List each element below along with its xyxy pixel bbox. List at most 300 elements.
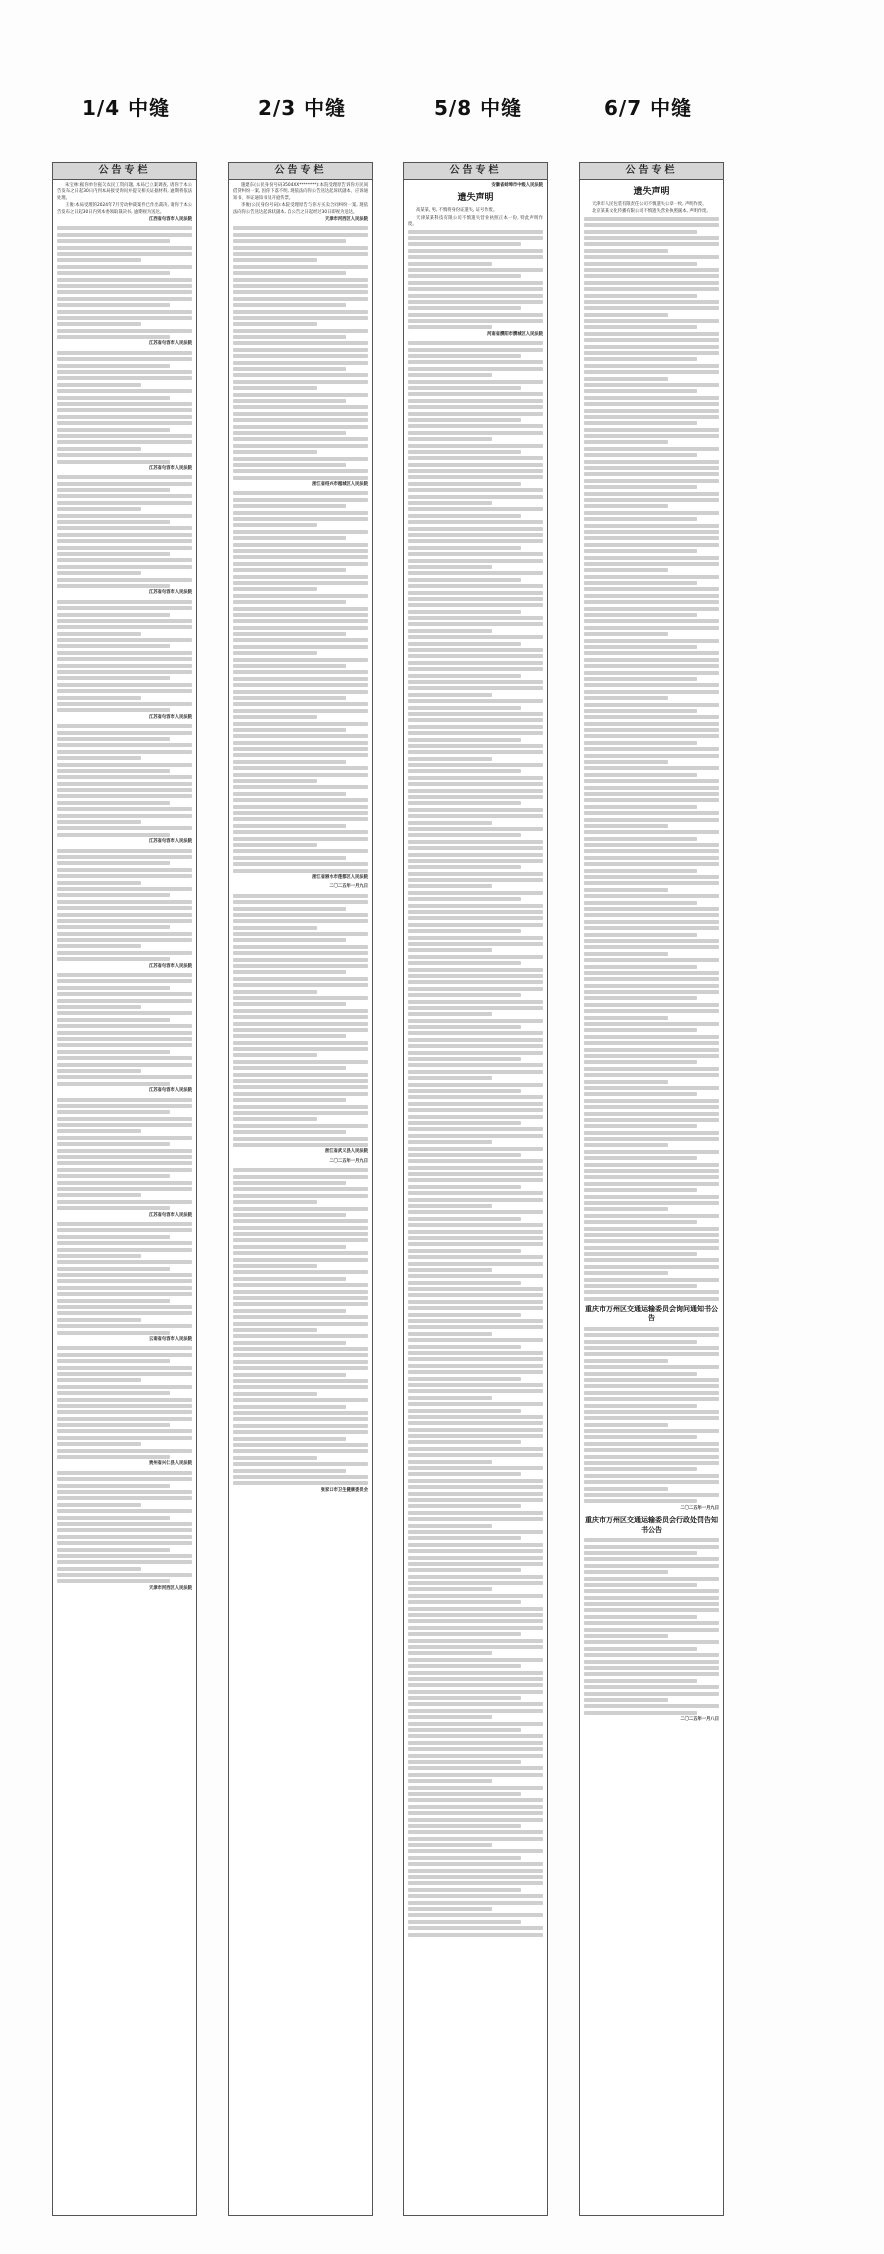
notice-text-line — [233, 964, 368, 968]
notice-text-line — [584, 933, 697, 937]
notice-column-4 — [579, 162, 724, 2216]
notice-text-line — [57, 861, 170, 865]
notice-text-line — [57, 1503, 141, 1507]
column-body — [404, 180, 547, 1943]
notice-text-line — [584, 1359, 668, 1363]
notice-text-line — [584, 1692, 719, 1696]
notice-text-line — [408, 1319, 543, 1323]
notice-text-line — [408, 1530, 543, 1534]
notice-text-line — [584, 1327, 719, 1331]
notice-text-line — [57, 702, 192, 706]
notice-text-line — [57, 278, 192, 282]
notice-text-line — [408, 1038, 543, 1042]
notice-text-line — [408, 712, 543, 716]
notice-text-line — [233, 361, 368, 365]
notice-text-line — [233, 856, 346, 860]
notice-text-line — [233, 785, 368, 789]
notice-text-line — [57, 724, 192, 728]
notice-text-line — [233, 1462, 368, 1466]
notice-text-line — [57, 357, 192, 361]
notice-text-line — [57, 1567, 141, 1571]
notice-text-line — [408, 1325, 543, 1329]
notice-text-line — [233, 354, 368, 358]
notice-text-line — [57, 1417, 192, 1421]
notice-text-line — [57, 1391, 170, 1395]
notice-text-line — [408, 1543, 543, 1547]
notice-text-line — [584, 409, 719, 413]
notice-text-line — [57, 999, 192, 1003]
notice-text-line — [584, 1461, 719, 1465]
notice-text-line — [584, 383, 719, 387]
notice-text-line — [584, 466, 719, 470]
notice-text-line — [57, 428, 170, 432]
notice-text-line — [584, 345, 719, 349]
notice-text-line — [408, 731, 543, 735]
notice-text-line — [57, 906, 192, 910]
notice-text-line — [584, 313, 668, 317]
notice-text-line — [584, 741, 697, 745]
notice-text-line — [408, 910, 543, 914]
notice-text-line — [408, 1581, 543, 1585]
notice-text-line — [408, 255, 543, 259]
notice-text-line — [233, 265, 368, 269]
notice-text-line — [408, 1031, 543, 1035]
notice-text-line — [408, 520, 543, 524]
notice-text-line — [57, 689, 192, 693]
notice-text-line — [408, 891, 543, 895]
notice-text-line — [233, 463, 346, 467]
notice-text-line — [584, 1175, 719, 1179]
notice-text-line — [408, 936, 543, 940]
notice-text-line — [233, 824, 346, 828]
notice-text-line — [584, 773, 697, 777]
notice-text-line — [233, 226, 368, 230]
notice-text-line — [408, 1472, 521, 1476]
notice-text-line — [584, 1137, 719, 1141]
notice-text-line — [408, 725, 543, 729]
notice-text-line — [233, 373, 368, 377]
notice-text-line — [584, 818, 719, 822]
notice-text-line — [57, 351, 192, 355]
notice-text-line — [584, 242, 719, 246]
notice-text-line — [233, 983, 368, 987]
notice-text-line — [233, 457, 368, 461]
notice-text-line — [408, 1255, 543, 1259]
notice-text-line — [57, 833, 170, 837]
notice-text-line — [233, 1143, 368, 1147]
notice-text-line — [57, 743, 192, 747]
notice-text-line — [584, 1297, 719, 1301]
notice-text-line — [233, 543, 368, 547]
notice-text-line — [584, 1169, 719, 1173]
notice-text-line — [408, 348, 543, 352]
notice-text-line — [233, 1366, 368, 1370]
notice-text-line — [233, 380, 368, 384]
notice-text-line — [408, 1006, 543, 1010]
column-header: 公告专栏 — [404, 163, 547, 180]
notice-text-line — [584, 1698, 668, 1702]
notice-text-line — [57, 932, 192, 936]
notice-text-line — [233, 1315, 368, 1319]
notice-text-line — [408, 1210, 543, 1214]
column-body — [229, 180, 372, 1501]
notice-text-line — [57, 364, 170, 368]
notice-text-line — [57, 310, 192, 314]
notice-text-line — [233, 1028, 368, 1032]
notice-text-line — [233, 632, 346, 636]
notice-text-line — [57, 329, 192, 333]
notice-text-line — [57, 239, 170, 243]
notice-text-line — [233, 469, 368, 473]
notice-text-line — [57, 1228, 192, 1232]
notice-text-line — [408, 1159, 543, 1163]
notice-text-line — [584, 760, 668, 764]
notice-text-line — [408, 1504, 521, 1508]
notice-text-line — [408, 1070, 543, 1074]
notice-text-line — [233, 753, 368, 757]
notice-text-line — [57, 507, 141, 511]
notice-text-line — [584, 1284, 697, 1288]
notice-text-line — [584, 901, 697, 905]
notice-text-line — [408, 1409, 521, 1413]
notice-text-line — [584, 1131, 719, 1135]
notice-text-line — [584, 1118, 719, 1122]
notice-text-line — [57, 396, 170, 400]
notice-text-line — [408, 399, 543, 403]
notice-text-line — [584, 632, 668, 636]
section-heading-penalty-notice: 重庆市万州区交通运输委员会行政处罚告知书公告 — [585, 1516, 718, 1534]
notice-text-line — [233, 1060, 368, 1064]
notice-text-line — [57, 1331, 170, 1335]
notice-text-line — [233, 1353, 368, 1357]
notice-text-line — [584, 543, 719, 547]
notice-paragraph: 王俊:本局受理的2024年7月劳动仲裁案件已作出裁决, 请你于本公告发布之日起30日内到本委领取裁决书, 逾期视为送达。 — [57, 203, 192, 215]
notice-text-line — [584, 1602, 719, 1606]
notice-text-line — [408, 392, 543, 396]
notice-text-line — [584, 971, 719, 975]
notice-text-line — [408, 1466, 543, 1470]
notice-text-line — [233, 1481, 368, 1485]
notice-text-line — [408, 1485, 543, 1489]
notice-text-line — [57, 881, 141, 885]
notice-text-line — [233, 594, 368, 598]
notice-text-line — [57, 1423, 170, 1427]
notice-text-line — [233, 1334, 368, 1338]
notice-text-line — [584, 1067, 719, 1071]
notice-text-line — [57, 565, 192, 569]
notice-text-line — [233, 322, 317, 326]
notice-text-line — [57, 1429, 192, 1433]
notice-text-line — [57, 973, 192, 977]
notice-text-line — [408, 648, 543, 652]
notice-text-line — [584, 453, 697, 457]
notice-text-line — [584, 377, 668, 381]
notice-text-line — [584, 1455, 719, 1459]
notice-text-line — [57, 1346, 192, 1350]
notice-text-line — [408, 319, 543, 323]
notice-text-line — [233, 651, 317, 655]
notice-text-line — [408, 1364, 543, 1368]
notice-text-line — [584, 1653, 719, 1657]
notice-text-line — [57, 1436, 192, 1440]
notice-text-line — [408, 412, 543, 416]
notice-text-line — [57, 696, 141, 700]
notice-text-line — [57, 986, 170, 990]
notice-text-line — [57, 1024, 192, 1028]
notice-text-line — [408, 1370, 543, 1374]
notice-text-line — [408, 955, 543, 959]
notice-text-line — [233, 811, 368, 815]
notice-text-line — [408, 1345, 521, 1349]
notice-text-line — [57, 1187, 192, 1191]
notice-text-line — [57, 801, 170, 805]
notice-text-line — [233, 958, 368, 962]
notice-text-line — [408, 1127, 543, 1131]
notice-text-line — [408, 1766, 543, 1770]
notice-text-line — [233, 773, 368, 777]
notice-text-line — [57, 868, 192, 872]
notice-text-line — [57, 1063, 192, 1067]
notice-text-line — [408, 1460, 492, 1464]
notice-text-line — [584, 1048, 719, 1052]
notice-text-line — [584, 223, 719, 227]
notice-text-line — [233, 607, 368, 611]
notice-text-line — [233, 1092, 368, 1096]
notice-text-line — [408, 750, 543, 754]
notice-text-line — [408, 1511, 543, 1515]
notice-text-line — [584, 1003, 719, 1007]
notice-text-line — [584, 862, 719, 866]
notice-text-line — [233, 766, 368, 770]
notice-text-line — [408, 1843, 492, 1847]
notice-text-line — [233, 1226, 368, 1230]
notice-text-line — [584, 1634, 668, 1638]
notice-text-line — [233, 1022, 368, 1026]
notice-text-line — [408, 578, 521, 582]
notice-text-line — [408, 968, 543, 972]
notice-text-line — [57, 900, 192, 904]
notice-text-line — [233, 734, 368, 738]
notice-text-line — [408, 1095, 543, 1099]
notice-text-line — [57, 1279, 192, 1283]
notice-text-line — [408, 827, 543, 831]
notice-text-line — [584, 1220, 697, 1224]
notice-text-line — [584, 1201, 719, 1205]
notice-text-line — [233, 1105, 368, 1109]
notice-text-line — [584, 1679, 697, 1683]
notice-text-line — [408, 1568, 521, 1572]
notice-text-line — [584, 1073, 719, 1077]
notice-text-line — [57, 290, 192, 294]
notice-text-line — [584, 875, 719, 879]
notice-text-line — [233, 1443, 368, 1447]
notice-text-line — [408, 475, 543, 479]
notice-text-line — [408, 1172, 543, 1176]
notice-text-line — [233, 303, 346, 307]
notice-text-line — [57, 1104, 192, 1108]
notice-text-line — [233, 581, 368, 585]
notice-paragraph: 高某某, 男, 不慎将身份证遗失, 证号作废。 — [416, 208, 498, 214]
notice-text-line — [584, 217, 719, 221]
notice-text-line — [408, 1108, 543, 1112]
notice-text-line — [584, 562, 719, 566]
notice-text-line — [408, 1811, 543, 1815]
notice-text-line — [408, 1434, 543, 1438]
notice-text-line — [408, 808, 543, 812]
notice-text-line — [584, 1608, 719, 1612]
notice-text-line — [584, 1640, 719, 1644]
notice-signature: 江苏省句容市人民法院 — [149, 465, 192, 471]
notice-text-line — [408, 987, 543, 991]
notice-text-line — [408, 1888, 521, 1892]
column-label-3: 5/8 中缝 — [434, 96, 523, 120]
notice-text-line — [233, 900, 368, 904]
notice-text-line — [57, 402, 192, 406]
notice-text-line — [584, 1704, 719, 1708]
notice-text-line — [57, 1573, 192, 1577]
notice-text-line — [408, 1134, 543, 1138]
notice-text-line — [408, 699, 543, 703]
notice-text-line — [408, 463, 543, 467]
notice-text-line — [233, 970, 346, 974]
notice-text-line — [408, 674, 521, 678]
notice-text-line — [233, 1175, 368, 1179]
notice-text-line — [408, 667, 543, 671]
notice-text-line — [408, 923, 543, 927]
notice-text-line — [57, 1311, 192, 1315]
notice-text-line — [408, 1913, 543, 1917]
notice-text-line — [584, 1182, 719, 1186]
notice-text-line — [584, 1493, 719, 1497]
notice-text-line — [584, 230, 697, 234]
notice-text-line — [57, 763, 192, 767]
notice-text-line — [584, 639, 719, 643]
notice-text-line — [408, 776, 543, 780]
notice-text-line — [584, 1080, 668, 1084]
section-heading-lost-notice: 遗失声明 — [457, 193, 494, 204]
notice-text-line — [57, 1235, 170, 1239]
notice-text-line — [57, 992, 192, 996]
notice-text-line — [408, 706, 521, 710]
notice-text-line — [408, 629, 492, 633]
notice-text-line — [233, 722, 368, 726]
notice-text-line — [584, 996, 697, 1000]
notice-text-line — [408, 1536, 521, 1540]
notice-text-line — [233, 658, 368, 662]
notice-text-line — [408, 1198, 543, 1202]
notice-text-line — [408, 795, 543, 799]
notice-text-line — [57, 246, 192, 250]
notice-text-line — [408, 654, 543, 658]
notice-text-line — [584, 952, 668, 956]
notice-text-line — [233, 907, 346, 911]
notice-text-line — [233, 1015, 368, 1019]
notice-text-line — [408, 916, 543, 920]
notice-text-line — [408, 1702, 543, 1706]
notice-text-line — [233, 1053, 317, 1057]
notice-signature: 浙江省丽水市莲都区人民法院 — [312, 874, 368, 880]
notice-text-line — [57, 613, 170, 617]
notice-text-line — [57, 284, 192, 288]
notice-text-line — [57, 1516, 170, 1520]
notice-text-line — [408, 974, 543, 978]
notice-text-line — [408, 1447, 543, 1451]
notice-text-line — [233, 1258, 368, 1262]
notice-text-line — [584, 575, 719, 579]
notice-text-line — [408, 495, 543, 499]
notice-paragraph: 施建东(公民身份号码3504XX********):本院受理原告诉你方民间借贷纠纷一案, 因你下落不明, 现依法向你公告送达起诉状副本、应诉通知书、举证通知书及开庭传票。 — [233, 183, 368, 201]
notice-text-line — [584, 600, 719, 604]
notice-paragraph: 朱宝林:据你单位拖欠农民工资问题, 本局已立案调查, 请你于本公告发布之日起30日内到本局接受询问并提交相关证据材料, 逾期将依法处理。 — [57, 183, 192, 201]
notice-text-line — [57, 855, 192, 859]
notice-text-line — [57, 1155, 192, 1159]
notice-text-line — [584, 287, 719, 291]
notice-text-line — [584, 1239, 719, 1243]
notice-text-line — [584, 984, 719, 988]
notice-text-line — [408, 1575, 543, 1579]
notice-text-line — [584, 607, 719, 611]
notice-text-line — [584, 1404, 697, 1408]
notice-text-line — [408, 840, 543, 844]
notice-text-line — [408, 1671, 543, 1675]
notice-text-line — [57, 1359, 170, 1363]
notice-text-line — [233, 1219, 368, 1223]
notice-text-line — [233, 849, 368, 853]
notice-text-line — [233, 990, 317, 994]
notice-text-line — [233, 1328, 317, 1332]
notice-text-line — [584, 626, 719, 630]
notice-text-line — [408, 884, 492, 888]
notice-text-line — [233, 1041, 368, 1045]
notice-text-line — [233, 1002, 346, 1006]
notice-text-line — [233, 932, 368, 936]
notice-text-line — [408, 380, 543, 384]
notice-text-line — [584, 747, 719, 751]
notice-text-line — [408, 1242, 543, 1246]
notice-text-line — [57, 1098, 192, 1102]
notice-text-line — [584, 1660, 719, 1664]
notice-text-line — [408, 1236, 543, 1240]
notice-text-line — [57, 1193, 141, 1197]
notice-text-line — [584, 581, 697, 585]
notice-text-line — [233, 843, 317, 847]
notice-text-line — [584, 894, 719, 898]
notice-text-line — [57, 578, 192, 582]
notice-text-line — [57, 258, 141, 262]
notice-text-line — [584, 958, 719, 962]
notice-text-line — [408, 1479, 543, 1483]
notice-text-line — [57, 1449, 192, 1453]
notice-text-line — [584, 1429, 719, 1433]
notice-text-line — [233, 1405, 346, 1409]
notice-text-line — [408, 1734, 543, 1738]
notice-text-line — [408, 354, 521, 358]
notice-text-line — [408, 488, 543, 492]
notice-text-line — [584, 447, 719, 451]
notice-text-line — [408, 1268, 492, 1272]
notice-text-line — [408, 1779, 492, 1783]
notice-text-line — [584, 888, 668, 892]
notice-text-line — [57, 1554, 192, 1558]
notice-text-line — [233, 1449, 368, 1453]
notice-text-line — [584, 1391, 719, 1395]
notice-text-line — [408, 274, 521, 278]
notice-text-line — [57, 1398, 192, 1402]
notice-text-line — [408, 1754, 543, 1758]
notice-text-line — [408, 1709, 543, 1713]
notice-text-line — [408, 1658, 543, 1662]
notice-text-line — [584, 1378, 719, 1382]
